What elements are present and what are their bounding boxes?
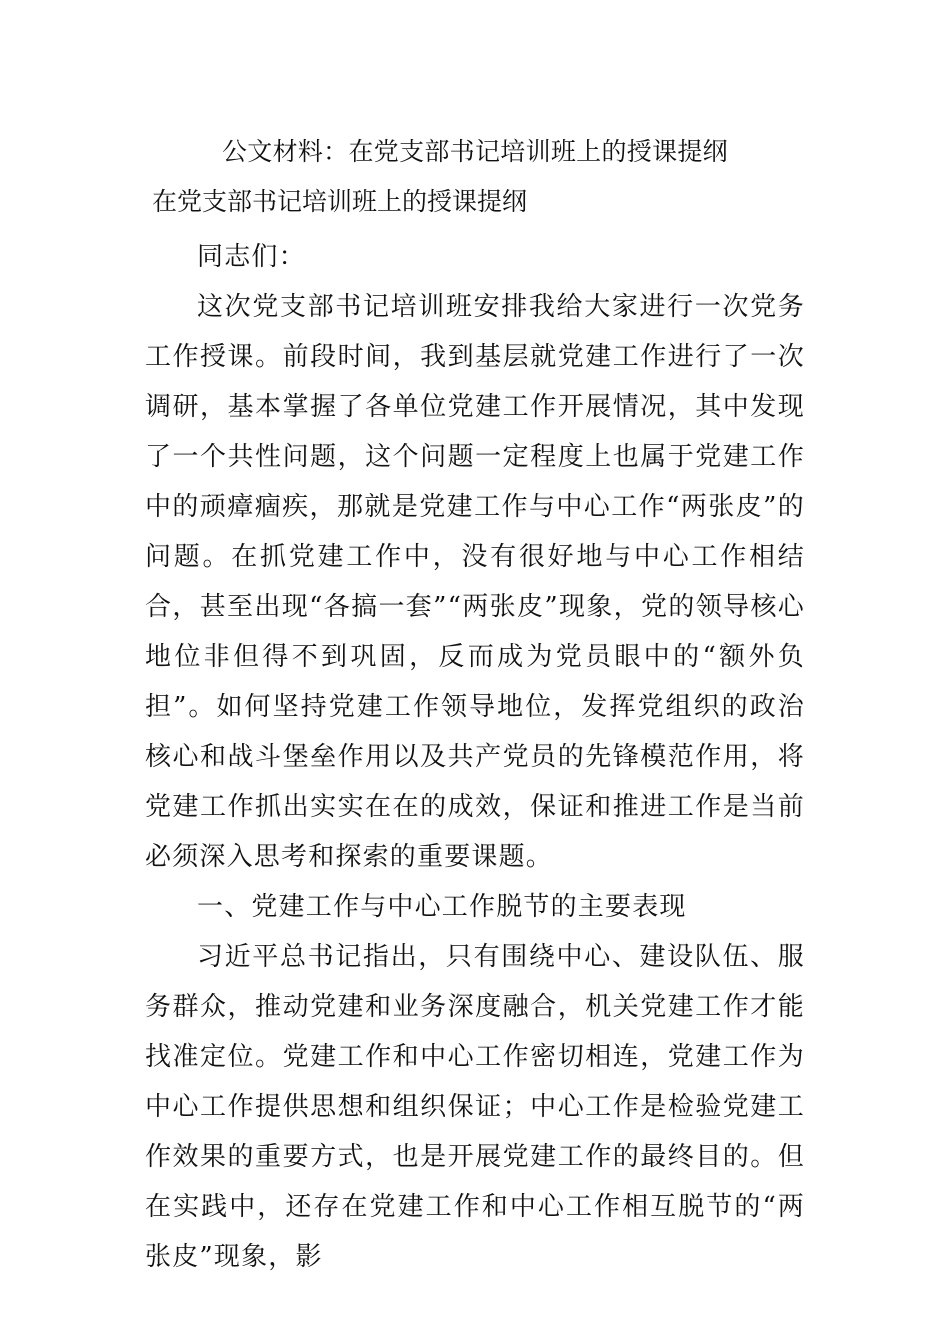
salutation: 同志们： bbox=[197, 242, 306, 272]
paragraph-intro: 这次党支部书记培训班安排我给大家进行一次党务工作授课。前段时间，我到基层就党建工作进行了一次调研，基本掌握了各单位党建工作开展情况，其中发现了一个共性问题，这个问题一定程度上也属于党建工作中的顽瘴痼疾，那就是党建工作与中心工作“两张皮”的问题。在抓党建工作中，没有很好地与中心工作相结合，甚至出现“各搞一套”“两张皮”现象，党的领导核心地位非但得不到巩固，反而成为党员眼中的“额外负担”。如何坚持党建工作领导地位，发挥党组织的政治核心和战斗堡垒作用以及共产党员的先锋模范作用，将党建工作抓出实实在在的成效，保证和推进工作是当前必须深入思考和探索的重要课题。 bbox=[145, 292, 805, 872]
section-heading: 一、党建工作与中心工作脱节的主要表现 bbox=[197, 892, 687, 922]
paragraph-section-1: 习近平总书记指出，只有围绕中心、建设队伍、服务群众，推动党建和业务深度融合，机关党建工作才能找准定位。党建工作和中心工作密切相连，党建工作为中心工作提供思想和组织保证；中心工作是检验党建工作效果的重要方式，也是开展党建工作的最终目的。但在实践中，还存在党建工作和中心工作相互脱节的“两张皮”现象，影 bbox=[145, 942, 805, 1272]
document-subtitle: 在党支部书记培训班上的授课提纲 bbox=[152, 187, 528, 216]
document-title: 公文材料：在党支部书记培训班上的授课提纲 bbox=[221, 137, 728, 166]
document-body bbox=[145, 232, 805, 1282]
